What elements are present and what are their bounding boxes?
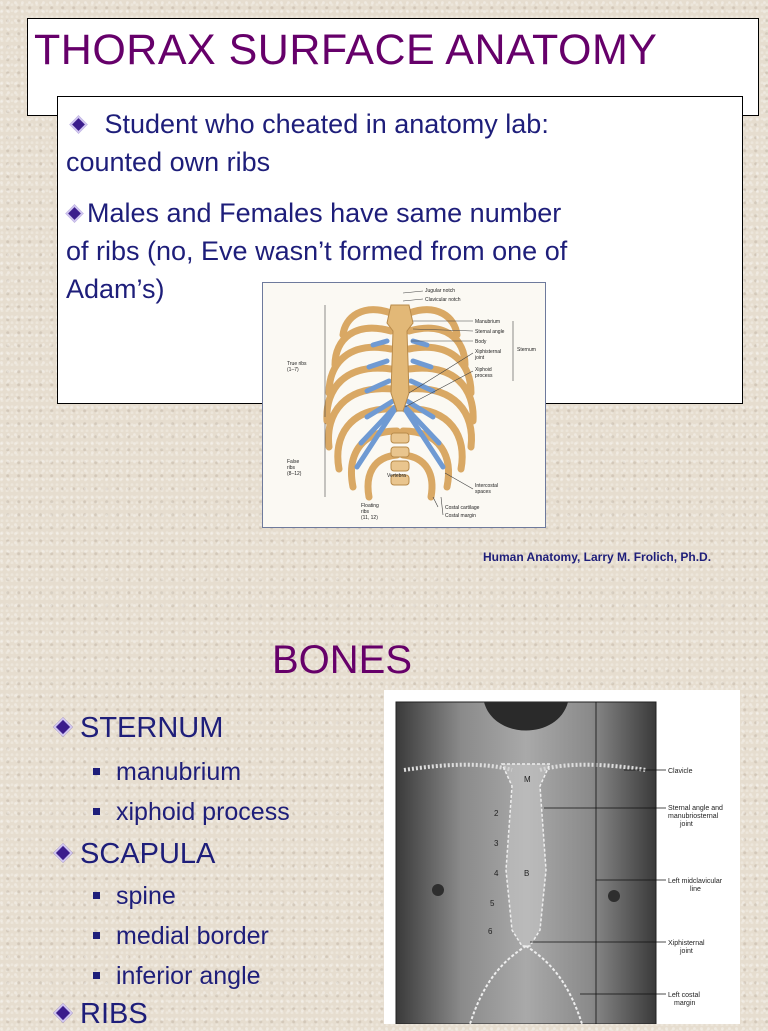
bullet-item-1	[66, 105, 726, 181]
figure-label: ribs	[361, 509, 370, 515]
sub-item-label: xiphoid process	[116, 798, 290, 826]
sub-list-item	[93, 758, 241, 787]
figure-label: Floating	[361, 503, 379, 509]
figure-label: True ribs	[287, 361, 307, 367]
figure-label: spaces	[475, 489, 491, 495]
figure-label: (1–7)	[287, 367, 299, 373]
list-item-sternum	[52, 712, 223, 745]
torso-figure	[384, 690, 740, 1024]
figure-label: 2	[494, 809, 499, 818]
figure-label: joint	[680, 821, 693, 828]
figure-label: Xiphisternal	[475, 349, 502, 355]
bullet-text: Student who cheated in anatomy lab:	[104, 109, 549, 139]
sub-list-item	[93, 962, 261, 991]
figure-label: Manubrium	[475, 319, 501, 325]
figure-label: line	[690, 886, 701, 893]
sub-item-label: inferior angle	[116, 962, 261, 990]
figure-label: manubriosternal	[668, 813, 719, 820]
list-item-scapula	[52, 838, 215, 871]
sub-list-item	[93, 882, 176, 911]
diamond-bullet-icon	[53, 1003, 73, 1023]
figure-label: 5	[490, 899, 495, 908]
list-item-label: RIBS	[80, 998, 148, 1030]
sub-list-item	[93, 798, 290, 827]
section-title: BONES	[272, 638, 413, 682]
figure-label: Sternum	[517, 347, 536, 353]
slide-title: THORAX SURFACE ANATOMY	[34, 26, 658, 74]
bullet-text: counted own ribs	[66, 147, 271, 177]
diamond-bullet-icon	[53, 843, 73, 863]
square-bullet-icon	[93, 768, 100, 775]
square-bullet-icon	[93, 892, 100, 899]
ribcage-figure	[262, 282, 546, 528]
figure-label: Left costal	[668, 992, 700, 999]
image-credit: Human Anatomy, Larry M. Frolich, Ph.D.	[483, 550, 712, 564]
figure-label: margin	[674, 1000, 696, 1007]
bullet-text: Males and Females have same number	[87, 198, 562, 228]
figure-label: False	[287, 459, 300, 465]
list-item-ribs	[52, 998, 148, 1031]
figure-label: Sternal angle	[475, 329, 505, 335]
figure-label: Sternal angle and	[668, 805, 723, 812]
figure-label: Clavicular notch	[425, 297, 461, 303]
figure-label: Costal cartilage	[445, 505, 480, 511]
figure-label: 6	[488, 927, 493, 936]
list-item-label: SCAPULA	[80, 838, 216, 870]
bullet-text: Adam’s)	[66, 274, 165, 304]
figure-label: process	[475, 373, 493, 379]
figure-label: Vertebra	[387, 473, 406, 479]
diamond-bullet-icon	[53, 717, 73, 737]
figure-label: 3	[494, 839, 499, 848]
sub-item-label: medial border	[116, 922, 269, 950]
torso-photo-illustration	[384, 690, 740, 1024]
figure-label: Jugular notch	[425, 288, 456, 294]
figure-label: Intercostal	[475, 483, 499, 489]
bullet-text: of ribs (no, Eve wasn’t formed from one of	[66, 236, 568, 266]
figure-label: (11, 12)	[361, 515, 378, 521]
square-bullet-icon	[93, 808, 100, 815]
diamond-bullet-icon	[69, 115, 87, 133]
figure-label: Clavicle	[668, 768, 693, 775]
figure-label: ribs	[287, 465, 296, 471]
figure-label: Xiphoid	[475, 367, 492, 373]
figure-label: B	[524, 869, 530, 878]
figure-label: Body	[475, 339, 487, 345]
sub-list-item	[93, 922, 269, 951]
sub-item-label: manubrium	[116, 758, 242, 786]
figure-label: M	[524, 775, 531, 784]
diamond-bullet-icon	[65, 204, 83, 222]
figure-label: (8–12)	[287, 471, 302, 477]
figure-label: Xiphisternal	[668, 940, 705, 947]
figure-label: joint	[680, 948, 693, 955]
square-bullet-icon	[93, 932, 100, 939]
figure-label: Left midclavicular	[668, 878, 723, 885]
figure-label: joint	[475, 355, 485, 361]
sub-item-label: spine	[116, 882, 176, 910]
square-bullet-icon	[93, 972, 100, 979]
figure-label: 4	[494, 869, 499, 878]
list-item-label: STERNUM	[80, 712, 224, 744]
ribcage-illustration	[263, 283, 545, 527]
figure-label: Costal margin	[445, 513, 476, 519]
